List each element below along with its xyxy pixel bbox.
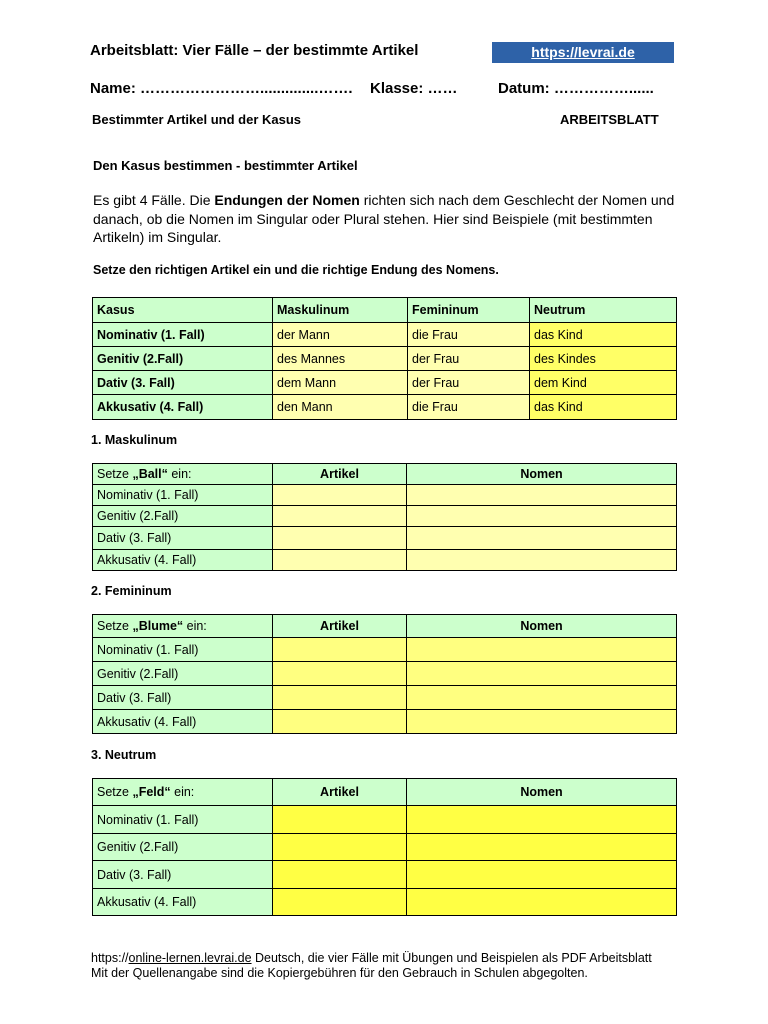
site-link[interactable] — [492, 42, 674, 63]
table-row — [93, 686, 677, 710]
case-label: Genitiv (2.Fall) — [93, 506, 273, 527]
table-row — [93, 638, 677, 662]
table-row — [93, 834, 677, 861]
case-label: Dativ (3. Fall) — [93, 527, 273, 550]
answer-nomen-cell[interactable] — [407, 710, 677, 734]
example-cell: den Mann — [273, 395, 408, 420]
answer-artikel-cell[interactable] — [273, 662, 407, 686]
exercise-table-neutrum — [92, 778, 677, 916]
case-label: Akkusativ (4. Fall) — [93, 889, 273, 916]
answer-artikel-cell[interactable] — [273, 834, 407, 861]
example-cell: der Mann — [273, 323, 408, 347]
example-case: Akkusativ (4. Fall) — [93, 395, 273, 420]
column-header-artikel: Artikel — [273, 464, 407, 485]
exercise-table-maskulinum — [92, 463, 677, 571]
answer-artikel-cell[interactable] — [273, 889, 407, 916]
table-row — [93, 662, 677, 686]
example-cell: dem Mann — [273, 371, 408, 395]
footer-line-1 — [91, 951, 691, 966]
intro-text-part2: richten sich nach dem Geschlecht der Nomen und danach, ob die Nomen im Singular oder Plural stehen. Hier sind Beispiele (mit bestimmten Artikeln) im Singular. — [93, 192, 675, 245]
exercise-instruction — [93, 779, 273, 806]
intro-text — [93, 191, 678, 247]
instruction-prefix: Setze — [97, 785, 133, 799]
intro-text-bold: Endungen der Nomen — [214, 192, 360, 208]
table-row — [93, 485, 677, 506]
answer-nomen-cell[interactable] — [407, 662, 677, 686]
exercise-instruction — [93, 615, 273, 638]
case-label: Akkusativ (4. Fall) — [93, 550, 273, 571]
table-row — [93, 506, 677, 527]
instruction-prefix: Setze — [97, 467, 133, 481]
answer-artikel-cell[interactable] — [273, 527, 407, 550]
answer-artikel-cell[interactable] — [273, 550, 407, 571]
case-label: Dativ (3. Fall) — [93, 861, 273, 889]
answer-nomen-cell[interactable] — [407, 638, 677, 662]
instruction-suffix: ein: — [170, 785, 195, 799]
table-row — [93, 710, 677, 734]
table-row — [93, 395, 677, 420]
answer-artikel-cell[interactable] — [273, 861, 407, 889]
datum-field: Datum: ……………...... — [498, 80, 654, 97]
intro-title: Den Kasus bestimmen - bestimmter Artikel — [93, 158, 358, 173]
example-cell: des Kindes — [530, 347, 677, 371]
case-label: Genitiv (2.Fall) — [93, 834, 273, 861]
site-link-text[interactable]: https://levrai.de — [531, 44, 635, 60]
table-row — [93, 861, 677, 889]
case-label: Genitiv (2.Fall) — [93, 662, 273, 686]
column-header-artikel: Artikel — [273, 615, 407, 638]
task-instruction: Setze den richtigen Artikel ein und die richtige Endung des Nomens. — [93, 263, 499, 277]
instruction-word: „Feld“ — [132, 785, 171, 799]
table-row — [93, 550, 677, 571]
answer-nomen-cell[interactable] — [407, 527, 677, 550]
instruction-suffix: ein: — [167, 467, 192, 481]
example-cell: dem Kind — [530, 371, 677, 395]
footer-line-2: Mit der Quellenangabe sind die Kopiergebühren für den Gebrauch in Schulen abgegolten. — [91, 965, 588, 980]
example-case: Dativ (3. Fall) — [93, 371, 273, 395]
answer-artikel-cell[interactable] — [273, 638, 407, 662]
column-header-nomen: Nomen — [407, 779, 677, 806]
example-cell: der Frau — [408, 371, 530, 395]
exercise-header-row — [93, 779, 677, 806]
example-cell: die Frau — [408, 323, 530, 347]
footer-link[interactable]: online-lernen.levrai.de — [128, 951, 252, 965]
case-label: Dativ (3. Fall) — [93, 686, 273, 710]
answer-nomen-cell[interactable] — [407, 806, 677, 834]
example-cell: das Kind — [530, 323, 677, 347]
example-cell: des Mannes — [273, 347, 408, 371]
answer-artikel-cell[interactable] — [273, 806, 407, 834]
section-heading-femininum: 2. Femininum — [91, 584, 172, 598]
answer-nomen-cell[interactable] — [407, 889, 677, 916]
intro-text-part1: Es gibt 4 Fälle. Die — [93, 192, 215, 208]
exercise-header-row — [93, 464, 677, 485]
answer-nomen-cell[interactable] — [407, 686, 677, 710]
answer-nomen-cell[interactable] — [407, 506, 677, 527]
case-label: Nominativ (1. Fall) — [93, 638, 273, 662]
footer-line-1-text: Deutsch, die vier Fälle mit Übungen und Beispielen als PDF Arbeitsblatt — [251, 951, 652, 965]
example-header-kasus: Kasus — [93, 298, 273, 323]
column-header-nomen: Nomen — [407, 464, 677, 485]
example-table — [92, 297, 677, 420]
column-header-nomen: Nomen — [407, 615, 677, 638]
example-case: Genitiv (2.Fall) — [93, 347, 273, 371]
instruction-word: „Ball“ — [132, 467, 168, 481]
example-header-row — [93, 298, 677, 323]
example-cell: der Frau — [408, 347, 530, 371]
footer — [91, 951, 691, 980]
name-field: Name: ……………………..............……. — [90, 80, 353, 97]
answer-nomen-cell[interactable] — [407, 834, 677, 861]
example-header-neutrum: Neutrum — [530, 298, 677, 323]
klasse-field: Klasse: …… — [370, 80, 458, 97]
example-cell: die Frau — [408, 395, 530, 420]
case-label: Nominativ (1. Fall) — [93, 806, 273, 834]
table-row — [93, 323, 677, 347]
answer-nomen-cell[interactable] — [407, 550, 677, 571]
case-label: Nominativ (1. Fall) — [93, 485, 273, 506]
case-label: Akkusativ (4. Fall) — [93, 710, 273, 734]
answer-artikel-cell[interactable] — [273, 710, 407, 734]
instruction-prefix: Setze — [97, 619, 133, 633]
answer-nomen-cell[interactable] — [407, 861, 677, 889]
answer-artikel-cell[interactable] — [273, 485, 407, 506]
exercise-instruction — [93, 464, 273, 485]
answer-artikel-cell[interactable] — [273, 506, 407, 527]
table-row — [93, 527, 677, 550]
subheader-label: ARBEITSBLATT — [560, 112, 659, 127]
instruction-word: „Blume“ — [132, 619, 184, 633]
answer-artikel-cell[interactable] — [273, 686, 407, 710]
instruction-suffix: ein: — [183, 619, 207, 633]
table-row — [93, 889, 677, 916]
section-heading-neutrum: 3. Neutrum — [91, 748, 157, 762]
footer-link-prefix[interactable]: https:// — [91, 951, 129, 965]
example-header-maskulinum: Maskulinum — [273, 298, 408, 323]
worksheet-title: Arbeitsblatt: Vier Fälle – der bestimmte Artikel — [90, 42, 419, 59]
table-row — [93, 371, 677, 395]
table-row — [93, 806, 677, 834]
example-cell: das Kind — [530, 395, 677, 420]
column-header-artikel: Artikel — [273, 779, 407, 806]
exercise-header-row — [93, 615, 677, 638]
example-case: Nominativ (1. Fall) — [93, 323, 273, 347]
subheader-topic: Bestimmter Artikel und der Kasus — [92, 112, 302, 127]
answer-nomen-cell[interactable] — [407, 485, 677, 506]
exercise-table-femininum — [92, 614, 677, 734]
section-heading-maskulinum: 1. Maskulinum — [91, 433, 178, 447]
table-row — [93, 347, 677, 371]
example-header-femininum: Femininum — [408, 298, 530, 323]
